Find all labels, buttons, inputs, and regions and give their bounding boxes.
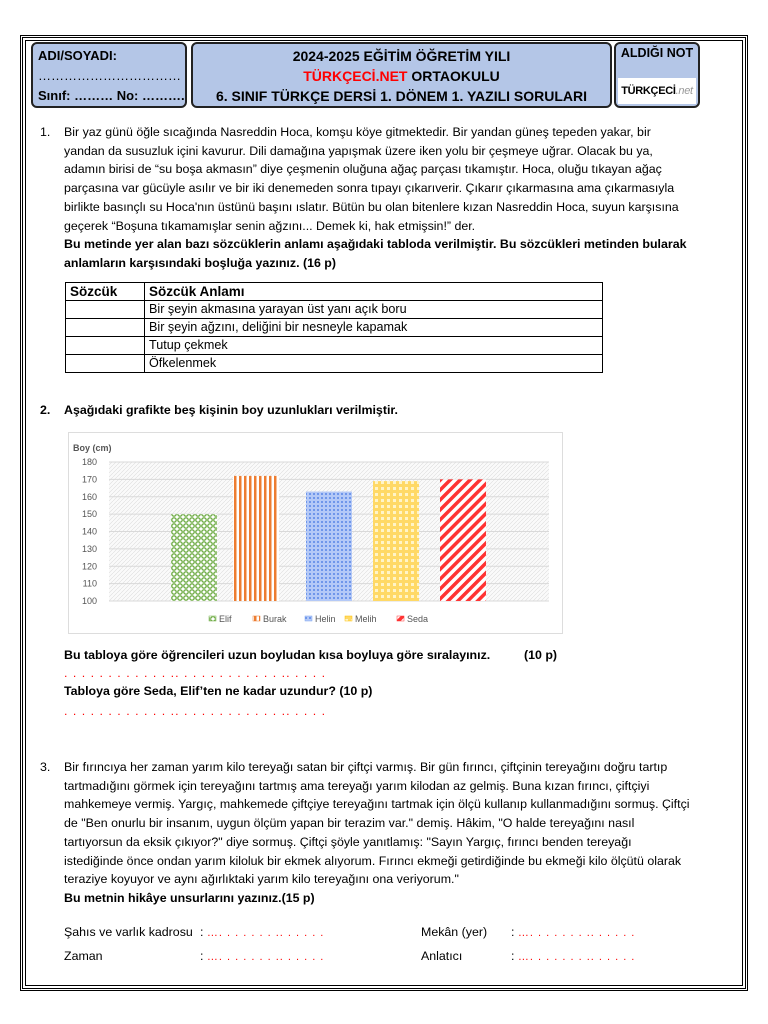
y-tick-label: 130	[81, 543, 97, 554]
legend-swatch	[345, 616, 352, 621]
y-tick-label: 100	[81, 596, 97, 606]
table-row: Öfkelenmek	[66, 355, 603, 373]
answer-place[interactable]: …. . . . . . . .. . . . . .	[517, 927, 636, 939]
table-row: Bir şeyin akmasına yarayan üst yanı açık boru	[66, 301, 603, 319]
y-tick-label: 170	[81, 474, 97, 485]
field-label-time: Zaman	[64, 949, 103, 963]
legend-swatch	[305, 616, 312, 621]
answer-cell[interactable]	[66, 301, 145, 319]
answer-time[interactable]: …. . . . . . . .. . . . . .	[206, 951, 325, 963]
y-tick-label: 150	[81, 509, 97, 520]
table-header: Sözcük	[66, 283, 145, 301]
legend-label: Melih	[355, 614, 377, 624]
y-tick-label: 180	[81, 457, 97, 467]
word-meaning-table	[65, 282, 603, 373]
q2-question-b: Tabloya göre Seda, Elif’ten ne kadar uzundur? (10 p)	[64, 684, 373, 698]
legend-swatch	[253, 616, 260, 621]
answer-narrator[interactable]: …. . . . . . . .. . . . . .	[517, 951, 636, 963]
grade-box	[614, 42, 700, 108]
q3-passage: Bir fırıncıya her zaman yarım kilo tereyağı satan bir çiftçi varmış. Bir gün fırıncı, çiftçinin tereyağını doğru tartıp tartmadığını görmek için tereyağını tartmış ama tereyağı yarım kilodan az gelmiş. Buna kızan fırıncı, çiftçiyi mahkemeye vermiş. Yargıç, mahkemede çiftçiye tereyağını tartmak için ölçü kullanıp kullanmadığını sormuş. Çiftçi de "Ben onurlu bir insanım, uygun ölçüm yapan bir terazim var." demiş. Hâkim, "O halde tereyağını nasıl tartıyorsun da eksik çıkıyor?" diye sormuş. Çiftçi şöyle yanıtlamış: "Sayın Yargıç, fırıncı benden tereyağı istediğinde önce ondan yarım kiloluk bir ekmek alıyorum. Fırıncı ekmeği getirdiğinde bu ekmeği kilo ölçütü olarak teraziye koyuyor ve aynı ağırlıktaki yarım kilo tereyağını ona veriyorum."	[64, 760, 690, 887]
school-name: TÜRKÇECİ.NET ORTAOKULU	[303, 68, 500, 84]
name-field[interactable]: ……………………………	[38, 68, 181, 83]
exam-title-box	[191, 42, 612, 108]
height-chart	[68, 432, 563, 634]
y-tick-label: 120	[81, 561, 97, 572]
bar-helin	[306, 492, 352, 601]
bar-elif	[171, 514, 217, 601]
q2-question-a: Bu tabloya göre öğrencileri uzun boyludan kısa boyluya göre sıralayınız.	[64, 648, 491, 662]
turkceci-logo: TÜRKÇECİ.net	[618, 78, 696, 104]
bar-burak	[233, 476, 279, 601]
field-label-narrator: Anlatıcı	[421, 949, 463, 963]
y-tick-label: 110	[82, 578, 97, 589]
question-2: 2. Aşağıdaki grafikte beş kişinin boy uzunlukları verilmiştir.	[40, 401, 690, 420]
q3-instruction: Bu metnin hikâye unsurlarını yazınız.(15 p)	[64, 890, 315, 905]
table-row: Tutup çekmek	[66, 337, 603, 355]
question-3: 3. Bir fırıncıya her zaman yarım kilo tereyağı satan bir çiftçi varmış. Bir gün fırıncı, çiftçinin tereyağını doğru tartıp tartmadığını görmek için tereyağını tartmış ama tereyağı yarım kilodan az gelmiş. Buna kızan fırıncı, çiftçiyi mahkemeye vermiş. Yargıç, mahkemede çiftçiye tereyağını tartmak için ölçü kullanıp kullanmadığını sormuş. Çiftçi de "Ben onurlu bir insanım, uygun ölçüm yapan bir terazim var." demiş. Hâkim, "O halde tereyağını nasıl tartıyorsun da eksik çıkıyor?" diye sormuş. Çiftçi şöyle yanıtlamış: "Sayın Yargıç, fırıncı benden tereyağı istediğinde önce ondan yarım kiloluk bir ekmek alıyorum. Fırıncı ekmeği getirdiğinde bu ekmeği kilo ölçütü olarak teraziye koyuyor ve aynı ağırlıktaki yarım kilo tereyağını ona veriyorum." Bu metnin hikâye unsurlarını yazınız.(15 p)	[40, 758, 690, 908]
q1-passage: Bir yaz günü öğle sıcağında Nasreddin Hoca, komşu köye gitmektedir. Bir yandan güneş tepeden yakar, bir yandan da susuzluk içini kavurur. Dili damağına yapışmak üzere iken yolu bir çeşmeye uğrar. Olacak bu ya, adamın birisi de “su boşa akmasın” diye çeşmenin oluğuna ağaç parçası tıkamıştır. Hoca, oluğu tıkayan ağaç parçasına var gücüyle asılır ve bir iki denemeden sonra tıpayı çıkarıverir. Çıkarır çıkarmasına ama çıkarmasıyla birlikte basınçlı su Hoca'nın üstünü başını ıslatır. Bütün bu olan bitenlere kızan Nasreddin Hoca, suyun karşısına geçerek “Boşuna tıkamamışlar senin ağzını... Demek ki, hak etmişsin!” der.	[64, 125, 679, 233]
bar-seda	[440, 479, 486, 601]
field-label-characters: Şahıs ve varlık kadrosu	[64, 925, 193, 939]
exam-title: 6. SINIF TÜRKÇE DERSİ 1. DÖNEM 1. YAZILI SORULARI	[215, 88, 588, 104]
name-label: ADI/SOYADI:	[38, 48, 117, 63]
y-tick-label: 160	[81, 491, 97, 502]
legend-label: Burak	[263, 614, 287, 624]
answer-line-b[interactable]: . . . . . . . . . . . . .. . . . . . . . . . . . .. . . . .	[64, 704, 327, 718]
legend-label: Seda	[407, 614, 429, 624]
q2-intro: Aşağıdaki grafikte beş kişinin boy uzunlukları verilmiştir.	[64, 403, 398, 417]
answer-cell[interactable]	[66, 337, 145, 355]
answer-cell[interactable]	[66, 355, 145, 373]
field-label-place: Mekân (yer)	[421, 925, 488, 939]
answer-cell[interactable]	[66, 319, 145, 337]
brand-name: TÜRKÇECİ.NET	[303, 68, 408, 84]
student-info-box	[31, 42, 187, 108]
legend-label: Elif	[219, 614, 232, 624]
legend-label: Helin	[315, 614, 336, 624]
q2-points-a: (10 p)	[524, 648, 558, 662]
bar-chart-svg	[69, 433, 562, 633]
table-header: Sözcük Anlamı	[145, 283, 603, 301]
school-year: 2024-2025 EĞİTİM ÖĞRETİM YILI	[292, 48, 511, 64]
answer-line-a[interactable]: . . . . . . . . . . . . .. . . . . . . . . . . . .. . . . .	[64, 666, 327, 680]
grade-label: ALDIĞI NOT	[620, 46, 694, 60]
bar-melih	[373, 481, 419, 601]
y-tick-label: 140	[81, 526, 97, 537]
class-number-field[interactable]: Sınıf: ……… No: ……….	[38, 88, 185, 103]
q1-instruction: Bu metinde yer alan bazı sözcüklerin anlamı aşağıdaki tabloda verilmiştir. Bu sözcükleri metinden bularak anlamların karşısındaki boşluğa yazınız. (16 p)	[64, 237, 687, 270]
table-row: Bir şeyin ağzını, deliğini bir nesneyle kapamak	[66, 319, 603, 337]
legend-swatch	[209, 616, 216, 621]
legend-swatch	[397, 616, 404, 621]
question-1: 1. Bir yaz günü öğle sıcağında Nasreddin Hoca, komşu köye gitmektedir. Bir yandan güneş tepeden yakar, bir yandan da susuzluk içini kavurur. Dili damağına yapışmak üzere iken yolu bir çeşmeye uğrar. Olacak bu ya, adamın birisi de “su boşa akmasın” diye çeşmenin oluğuna ağaç parçası tıkamıştır. Hoca, oluğu tıkayan ağaç parçasına var gücüyle asılır ve bir iki denemeden sonra tıpayı çıkarıverir. Çıkarır çıkarmasına ama çıkarmasıyla birlikte basınçlı su Hoca'nın üstünü başını ıslatır. Bütün bu olan bitenlere kızan Nasreddin Hoca, suyun karşısına geçerek “Boşuna tıkamamışlar senin ağzını... Demek ki, hak etmişsin!” der. Bu metinde yer alan bazı sözcüklerin anlamı aşağıdaki tabloda verilmiştir. Bu sözcükleri metinden bularak anlamların karşısındaki boşluğa yazınız. (16 p)	[40, 123, 690, 273]
answer-characters[interactable]: …. . . . . . . .. . . . . .	[206, 927, 325, 939]
y-axis-label: Boy (cm)	[73, 443, 112, 453]
